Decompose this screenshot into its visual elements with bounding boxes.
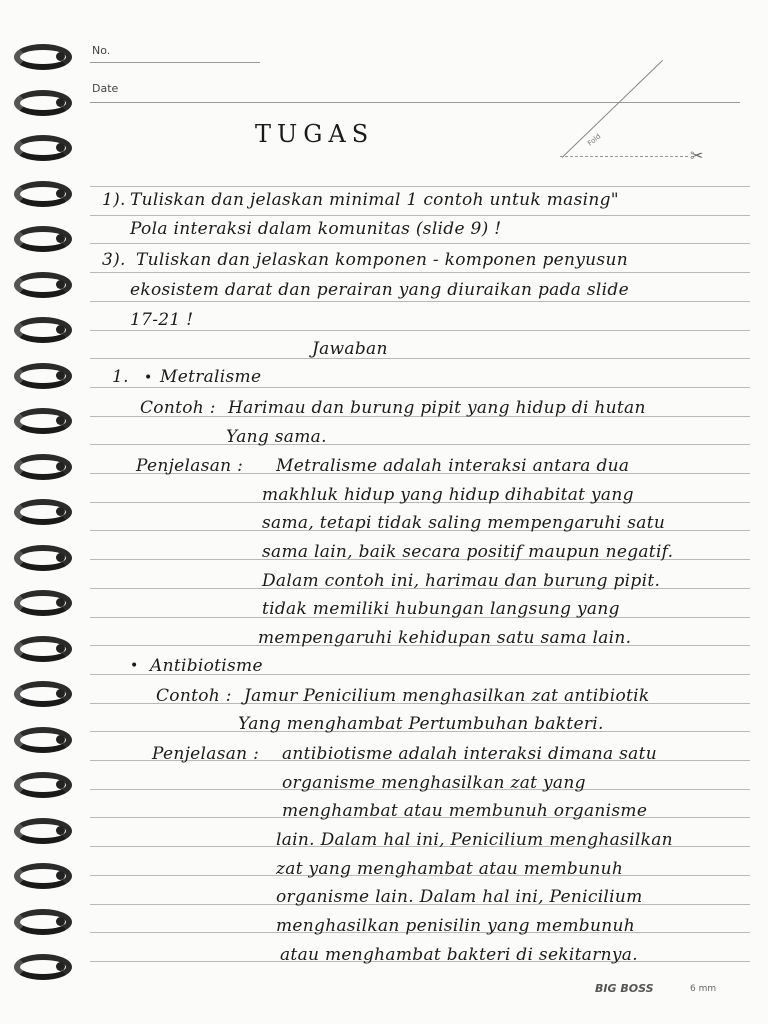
binding-hole (56, 98, 65, 107)
explanation-line: atau menghambat bakteri di sekitarnya. (280, 945, 638, 965)
rule-size: 6 mm (690, 984, 717, 994)
ruled-line (90, 444, 750, 445)
binding-hole (56, 780, 65, 789)
no-label: No. (92, 44, 111, 57)
answer-heading: Jawaban (312, 339, 388, 359)
binding-hole (56, 280, 65, 289)
explanation-line: lain. Dalam hal ini, Penicilium menghasilkan (276, 830, 673, 850)
date-line (90, 102, 740, 103)
ruled-line (90, 358, 750, 359)
binding-hole (56, 644, 65, 653)
explanation-line: sama, tetapi tidak saling mempengaruhi satu (262, 513, 666, 533)
binding-hole (56, 553, 65, 562)
ruled-line (90, 243, 750, 244)
question-line: 17-21 ! (130, 310, 194, 330)
binding-hole (56, 371, 65, 380)
date-label: Date (92, 82, 119, 95)
ruled-line (90, 301, 750, 302)
ruled-line (90, 186, 750, 187)
bullet-icon: • (130, 658, 139, 674)
binding-hole (56, 826, 65, 835)
binding-hole (56, 325, 65, 334)
example-label: Contoh : (156, 686, 232, 706)
question-line: ekosistem darat dan perairan yang diuraikan pada slide (130, 280, 629, 300)
question-line: Tuliskan dan jelaskan minimal 1 contoh untuk masing" (130, 190, 619, 210)
explanation-line: tidak memiliki hubungan langsung yang (262, 599, 620, 619)
answer-bullet-title: Metralisme (160, 367, 262, 387)
question-number: 3). (102, 250, 126, 270)
binding-hole (56, 189, 65, 198)
example-line: Yang menghambat Pertumbuhan bakteri. (238, 714, 604, 734)
explanation-line: organisme menghasilkan zat yang (282, 773, 586, 793)
explanation-line: antibiotisme adalah interaksi dimana satu (282, 744, 657, 764)
scissors-icon: ✂ (690, 146, 704, 165)
answer-bullet-title: Antibiotisme (150, 656, 263, 676)
explanation-line: Metralisme adalah interaksi antara dua (276, 456, 630, 476)
explanation-label: Penjelasan : (152, 744, 260, 764)
example-line: Yang sama. (226, 427, 327, 447)
no-line (90, 62, 260, 63)
question-line: Pola interaksi dalam komunitas (slide 9) ! (130, 219, 502, 239)
explanation-line: zat yang menghambat atau membunuh (276, 859, 624, 879)
fold-diagonal (562, 60, 663, 158)
binding-hole (56, 416, 65, 425)
explanation-line: organisme lain. Dalam hal ini, Penicilium (276, 887, 643, 907)
explanation-line: menghasilkan penisilin yang membunuh (276, 916, 635, 936)
explanation-line: makhluk hidup yang hidup dihabitat yang (262, 485, 634, 505)
explanation-line: mempengaruhi kehidupan satu sama lain. (258, 628, 632, 648)
question-line: Tuliskan dan jelaskan komponen - komponen penyusun (136, 250, 628, 270)
binding-hole (56, 52, 65, 61)
question-number: 1). (102, 190, 126, 210)
explanation-line: sama lain, baik secara positif maupun negatif. (262, 542, 674, 562)
example-line: Jamur Penicilium menghasilkan zat antibiotik (244, 686, 650, 706)
binding-hole (56, 598, 65, 607)
spiral-binding (0, 30, 80, 990)
binding-hole (56, 962, 65, 971)
notebook-brand: BIG BOSS (595, 982, 654, 995)
cut-line (560, 156, 688, 157)
explanation-line: Dalam contoh ini, harimau dan burung pipit. (262, 571, 661, 591)
binding-hole (56, 462, 65, 471)
binding-hole (56, 871, 65, 880)
page-title: TUGAS (255, 120, 375, 148)
example-line: Harimau dan burung pipit yang hidup di hutan (228, 398, 646, 418)
bullet-icon: • (144, 370, 153, 386)
binding-hole (56, 234, 65, 243)
example-label: Contoh : (140, 398, 216, 418)
explanation-label: Penjelasan : (136, 456, 244, 476)
binding-hole (56, 689, 65, 698)
binding-hole (56, 143, 65, 152)
binding-hole (56, 507, 65, 516)
ruled-line (90, 215, 750, 216)
ruled-line (90, 272, 750, 273)
answer-number: 1. (112, 367, 129, 387)
ruled-line (90, 387, 750, 388)
fold-label: Fold (586, 132, 603, 148)
binding-hole (56, 917, 65, 926)
binding-hole (56, 735, 65, 744)
explanation-line: menghambat atau membunuh organisme (282, 801, 648, 821)
